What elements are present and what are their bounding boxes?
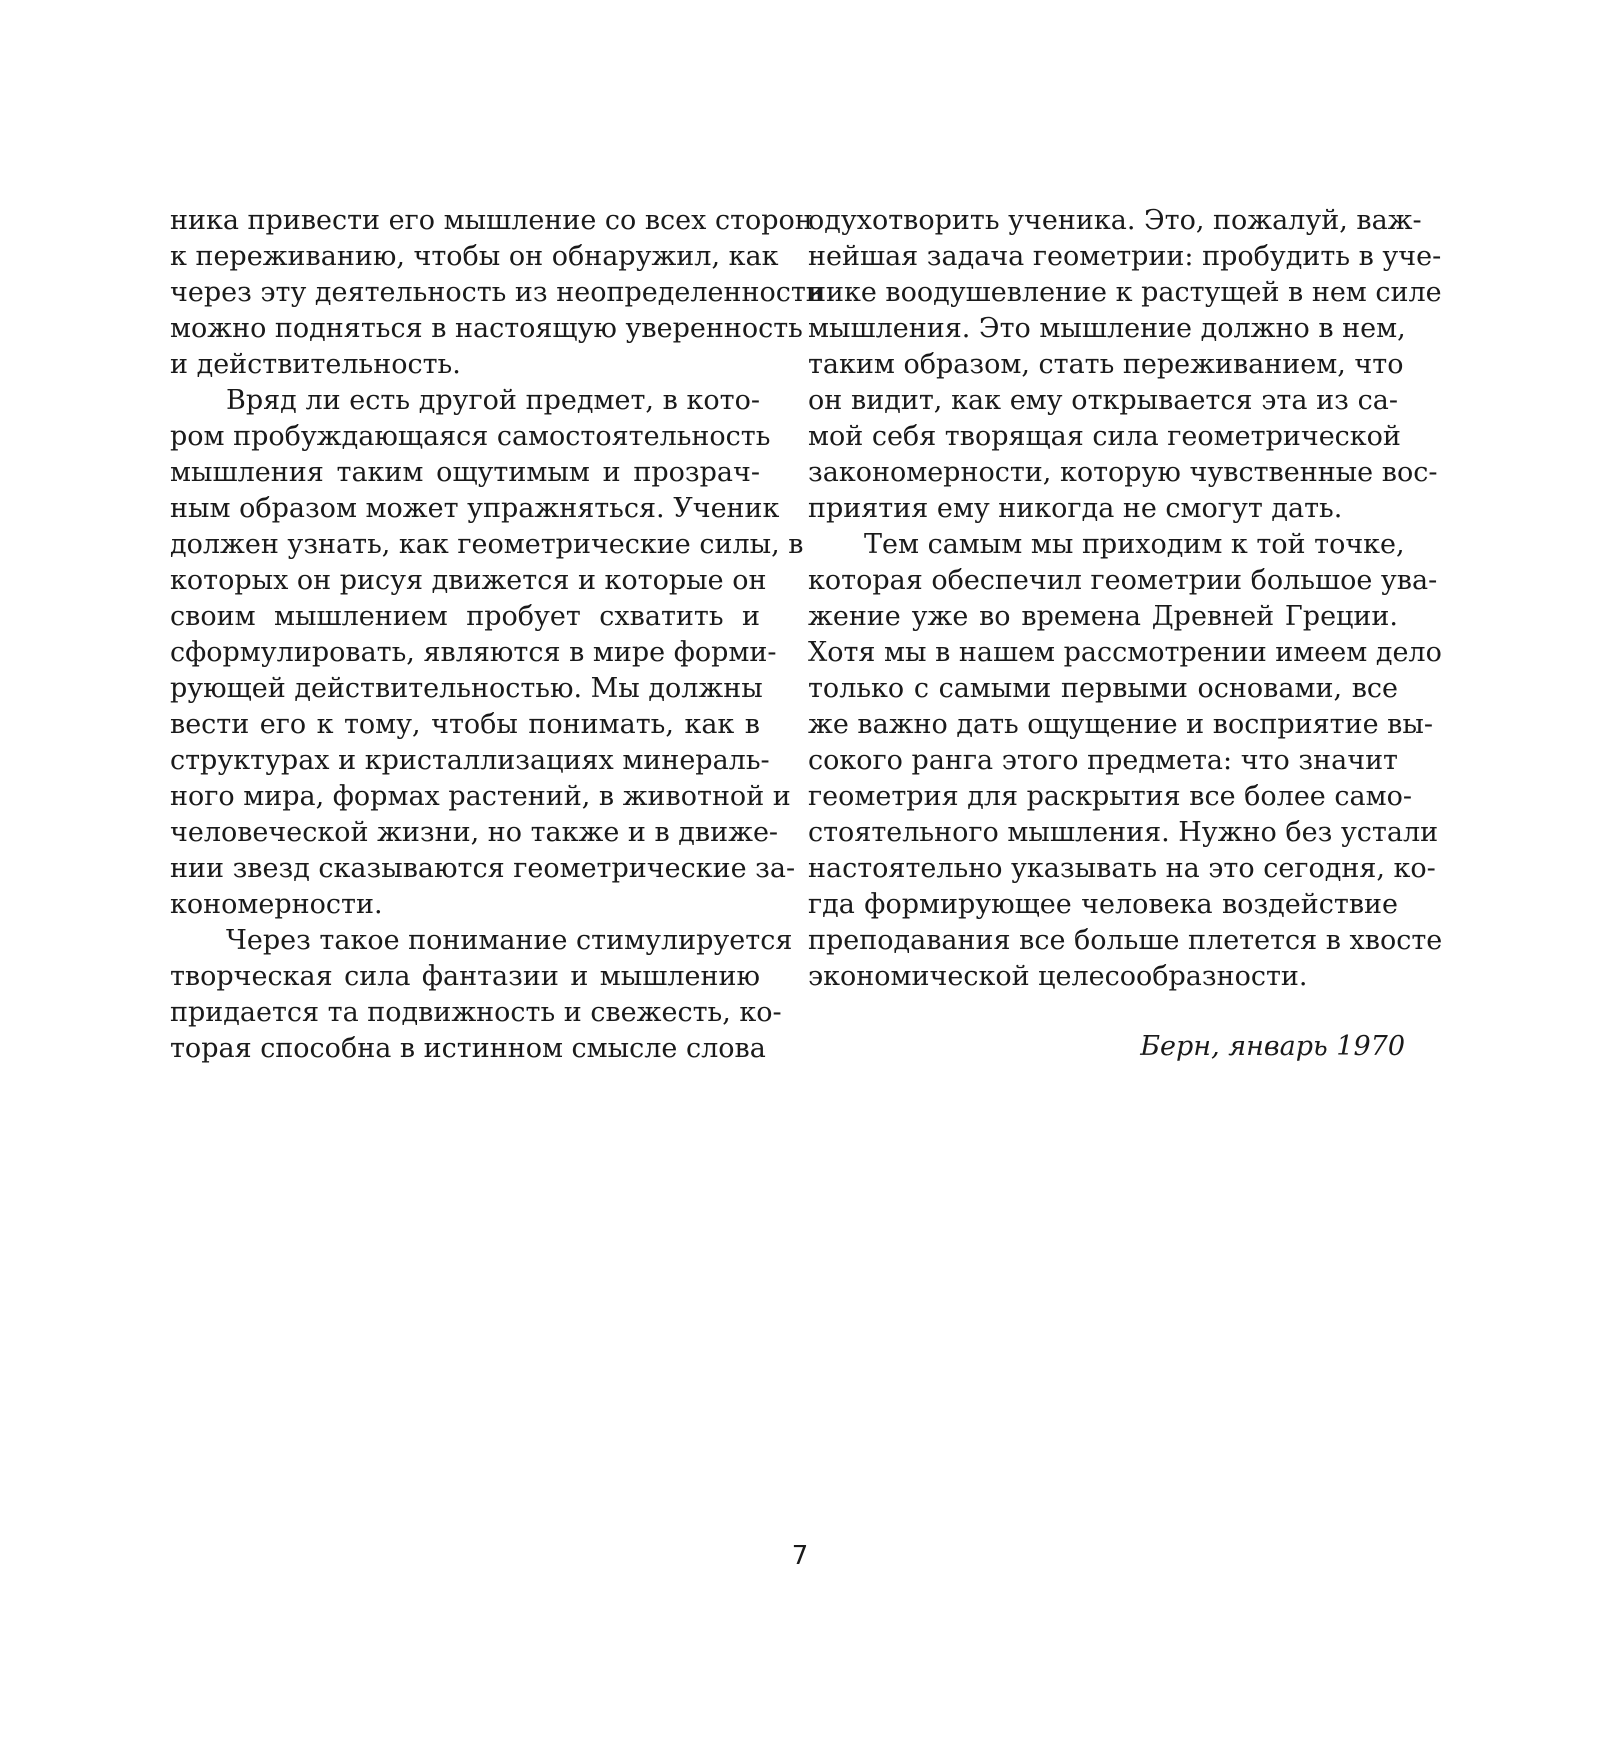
text-line: настоятельно указывать на это сегодня, ко-: [808, 853, 1436, 884]
paragraph-2: [170, 383, 804, 923]
text-line: мышления таким ощутимым и прозрач-: [170, 457, 760, 488]
text-line: же важно дать ощущение и восприятие вы-: [808, 709, 1433, 740]
text-line: сокого ранга этого предмета: что значит: [808, 745, 1398, 776]
text-line: закономерности, которую чувственные вос-: [808, 457, 1438, 488]
text-line: преподавания все больше плетется в хвосте: [808, 925, 1443, 956]
text-line: геометрия для раскрытия все более само-: [808, 781, 1412, 812]
text-line: Вряд ли есть другой предмет, в кото-: [226, 385, 760, 416]
text-line: кономерности.: [170, 889, 383, 920]
text-line: которых он рисуя движется и которые он: [170, 565, 767, 596]
text-line: рующей действительностью. Мы должны: [170, 673, 763, 704]
text-line: ного мира, формах растений, в животной и: [170, 781, 791, 812]
text-line: торая способна в истинном смысле слова: [170, 1033, 766, 1064]
text-line: мой себя творящая сила геометрической: [808, 421, 1401, 452]
text-line: человеческой жизни, но также и в движе-: [170, 817, 779, 848]
text-line: через эту деятельность из неопределенности: [170, 277, 824, 308]
text-line: Тем самым мы приходим к той точке,: [864, 529, 1405, 560]
right-column: [808, 203, 1443, 995]
text-line: своим мышлением пробует схватить и: [170, 601, 760, 632]
paragraph-5: [808, 527, 1443, 995]
text-line: гда формирующее человека воздействие: [808, 889, 1398, 920]
text-line: к переживанию, чтобы он обнаружил, как: [170, 241, 779, 272]
page-number: 7: [791, 1541, 809, 1571]
text-line: ром пробуждающаяся самостоятельность: [170, 421, 771, 452]
text-line: мышления. Это мышление должно в нем,: [808, 313, 1406, 344]
text-line: придается та подвижность и свежесть, ко-: [170, 997, 782, 1028]
paragraph-1: [170, 203, 824, 383]
text-line: экономической целесообразности.: [808, 961, 1308, 992]
text-line: одухотворить ученика. Это, пожалуй, важ-: [808, 205, 1422, 236]
text-line: ника привести его мышление со всех сторон: [170, 205, 813, 236]
left-column: [170, 203, 824, 1067]
text-line: должен узнать, как геометрические силы, в: [170, 529, 804, 560]
text-line: жение уже во времена Древней Греции.: [808, 601, 1398, 632]
text-line: ным образом может упражняться. Ученик: [170, 493, 780, 524]
text-line: Через такое понимание стимулируется: [226, 925, 793, 956]
paragraph-4: [808, 203, 1442, 527]
text-line: приятия ему никогда не смогут дать.: [808, 493, 1343, 524]
text-line: нии звезд сказываются геометрические за-: [170, 853, 796, 884]
text-line: таким образом, стать переживанием, что: [808, 349, 1404, 380]
paragraph-3: [170, 923, 793, 1067]
text-line: которая обеспечил геометрии большое ува-: [808, 565, 1438, 596]
signature-place-date: Берн, январь 1970: [1140, 1031, 1405, 1062]
text-line: и действительность.: [170, 349, 461, 380]
text-line: он видит, как ему открывается эта из са-: [808, 385, 1398, 416]
text-line: стоятельного мышления. Нужно без устали: [808, 817, 1439, 848]
text-line: можно подняться в настоящую уверенность: [170, 313, 803, 344]
text-line: Хотя мы в нашем рассмотрении имеем дело: [808, 637, 1442, 668]
text-line: нейшая задача геометрии: пробудить в уче-: [808, 241, 1442, 272]
text-line: вести его к тому, чтобы понимать, как в: [170, 709, 760, 740]
text-line: структурах и кристаллизациях минераль-: [170, 745, 770, 776]
text-line: сформулировать, являются в мире форми-: [170, 637, 777, 668]
text-line: нике воодушевление к растущей в нем силе: [808, 277, 1442, 308]
text-line: только с самыми первыми основами, все: [808, 673, 1398, 704]
text-line: творческая сила фантазии и мышлению: [170, 961, 760, 992]
